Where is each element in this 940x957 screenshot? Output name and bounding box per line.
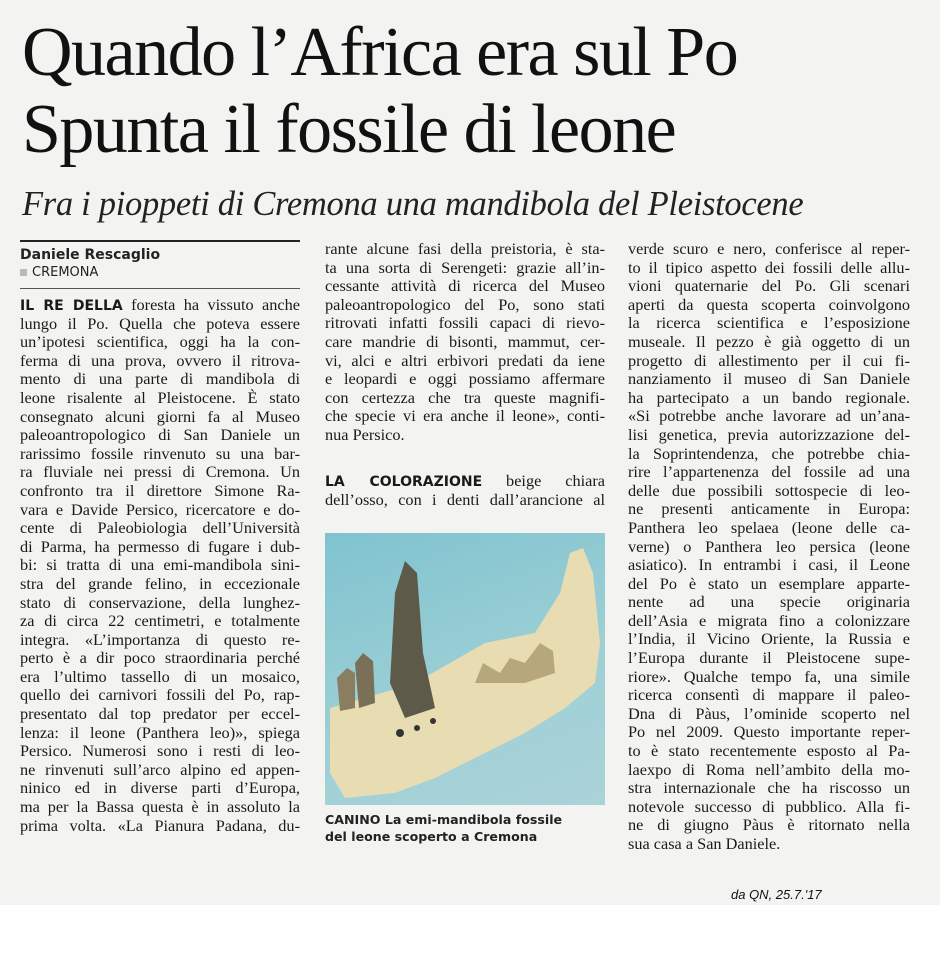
text-line: za di circa 22 centimetri, e totalmente xyxy=(20,612,300,631)
text-line: verne) o Panthera leo persica (leone xyxy=(628,537,910,556)
text: foresta ha vissuto anche xyxy=(122,296,300,314)
text-line: ferma di una prova, ovvero il ritrova- xyxy=(20,351,300,370)
text-line: presentato dal top predator per eccel- xyxy=(20,705,300,724)
text-line: stra del grande felino, in eccezionale xyxy=(20,574,300,593)
dateline xyxy=(20,265,98,280)
text-line: del Po è stato un esemplare apparte- xyxy=(628,574,910,593)
text-line: ma per la Bassa questa è in assoluto la xyxy=(20,798,300,817)
text-line: vi, alci e altri erbivori predati da iene xyxy=(325,351,605,370)
text-line: to è stato recentemente esposto al Pa- xyxy=(628,742,910,761)
text-line: l’India, il Vicino Oriente, la Russia e xyxy=(628,630,910,649)
text-line: paleoantropologico del Po, sono stati xyxy=(325,295,605,314)
location: CREMONA xyxy=(32,265,99,280)
lead-in: LA COLORAZIONE xyxy=(325,474,483,490)
text-line: nanziamento il museo di San Daniele xyxy=(628,370,910,389)
text-line: perto è a dir poco straordinaria perché xyxy=(20,649,300,668)
text-line: che specie vi era anche il leone», conti- xyxy=(325,407,605,426)
lion-mandible-image xyxy=(325,533,605,805)
text-line: ne rinvenuti sull’arco alpino ed appen- xyxy=(20,760,300,779)
text-line: lisi genetica, previa autorizzazione del- xyxy=(628,425,910,444)
subtitle: Fra i pioppeti di Cremona una mandibola del Pleistocene xyxy=(22,185,804,223)
text-line: ra fluviale nei pressi di Cremona. Un xyxy=(20,463,300,482)
text-line: ha partecipato a un bando regionale. xyxy=(628,388,910,407)
text-line: laexpo di Roma nell’ambito della mo- xyxy=(628,760,910,779)
text-line: integra. «L’importanza di questo re- xyxy=(20,630,300,649)
text-line: era l’ultimo tassello di un mosaico, xyxy=(20,667,300,686)
text-line: ricerca consentì di mappare il paleo- xyxy=(628,686,910,705)
text-line: lenza: il leone (Panthera leo)», spiega xyxy=(20,723,300,742)
text-line: nua Persico. xyxy=(325,425,405,444)
text-line: rire l’appartenenza del fossile ad una xyxy=(628,463,910,482)
photo-caption xyxy=(325,811,562,845)
text-line: riore». Qualche tempo fa, una simile xyxy=(628,667,910,686)
headline-line-1: Quando l’Africa era sul Po xyxy=(22,14,738,91)
text-line: un’ipotesi scientifica, oggi ha la con- xyxy=(20,333,300,352)
caption-text: del leone scoperto a Cremona xyxy=(325,829,538,844)
text-line: leone risalente al Pleistocene. È stato xyxy=(20,388,300,407)
column-2 xyxy=(325,240,605,445)
column-1 xyxy=(20,296,300,835)
text-line: progetto di allestimento per il cui fi- xyxy=(628,351,910,370)
bullet-icon xyxy=(20,269,27,276)
text-line: verde scuro e nero, conferisce al reper- xyxy=(628,240,910,258)
column-2-section xyxy=(325,472,605,509)
lead-line xyxy=(325,472,605,491)
caption-text: La emi-mandibola fossile xyxy=(380,812,563,827)
author: Daniele Rescaglio xyxy=(20,247,161,263)
lead-line xyxy=(20,296,300,315)
text-line: ne presenti anticamente in Europa: xyxy=(628,500,910,519)
text-line: prima volta. «La Pianura Padana, du- xyxy=(20,816,300,835)
text-line: la Soprintendenza, che potrebbe chia- xyxy=(628,444,910,463)
text-line: Panthera leo spelaea (leone delle ca- xyxy=(628,518,910,537)
text-line: dell’osso, con i denti dall’arancione al xyxy=(325,490,605,509)
text-line: care mandrie di bisonti, mammut, cer- xyxy=(325,332,605,351)
text-line: sua casa a San Daniele. xyxy=(628,835,781,853)
text-line: Dna di Pàus, l’ominide scoperto nel xyxy=(628,704,910,723)
text-line: stato di conservazione, della lunghez- xyxy=(20,593,300,612)
text-line: paleoantropologico di San Daniele un xyxy=(20,426,300,445)
text-line: bi: si tratta di una emi-mandibola sini- xyxy=(20,556,300,575)
text-line: con certezza che tra queste magnifi- xyxy=(325,388,605,407)
text-line: delle due possibili sottospecie di leo- xyxy=(628,481,910,500)
text-line: museale. Il pezzo è già oggetto di un xyxy=(628,332,910,351)
text-line: mento di una parte di mandibola di xyxy=(20,370,300,389)
text-line: rante alcune fasi della preistoria, è sta- xyxy=(325,240,605,258)
text-line: e leopardi e oggi possiamo affermare xyxy=(325,370,605,389)
text-line: dell’Asia e migrata fino a colonizzare xyxy=(628,611,910,630)
text-line: ritrovati infatti fossili capaci di rievo- xyxy=(325,314,605,333)
column-3 xyxy=(628,240,910,854)
fossil-jaw-photo xyxy=(325,533,605,805)
text-line: vioni quaternarie del Po. Gli scenari xyxy=(628,277,910,296)
caption-lead: CANINO xyxy=(325,812,381,827)
text-line: notevole successo di pubblico. Alla fi- xyxy=(628,797,910,816)
text-line: lungo il Po. Quella che poteva essere xyxy=(20,314,300,333)
text-line: cente di Paleobiologia dell’Università xyxy=(20,519,300,538)
text-line: vara e Davide Persico, ricercatore e do- xyxy=(20,500,300,519)
divider xyxy=(20,288,300,289)
text-line: «Si potrebbe anche lavorare ad un’ana- xyxy=(628,407,910,426)
headline-line-2: Spunta il fossile di leone xyxy=(22,91,676,168)
text-line: confronto tra il direttore Simone Ra- xyxy=(20,481,300,500)
text-line: stra internazionale che ha riscosso un xyxy=(628,779,910,798)
text-line: rarissimo fossile rinvenuto su una bar- xyxy=(20,444,300,463)
text-line: di Parma, ha permesso di fugare i dub- xyxy=(20,537,300,556)
text-line: l’Europa durante il Pleistocene supe- xyxy=(628,649,910,668)
source-note: da QN, 25.7.'17 xyxy=(731,887,822,902)
text-line: Po nel 2009. Questo importante reper- xyxy=(628,723,910,742)
text-line: ninico ed in diverse parti d’Europa, xyxy=(20,779,300,798)
text-line: nente ad una specie originaria xyxy=(628,593,910,612)
lead-in: IL RE DELLA xyxy=(20,298,123,314)
text-line: la ricerca scientifica e l’esposizione xyxy=(628,314,910,333)
text-line: cessante attività di ricerca del Museo xyxy=(325,277,605,296)
text-line: asiatico). In entrambi i casi, il Leone xyxy=(628,556,910,575)
text: beige chiara xyxy=(482,472,605,490)
text-line: aperti da questa scoperta coinvolgono xyxy=(628,295,910,314)
text-line: ta una sorta di Serengeti: grazie all’in- xyxy=(325,258,605,277)
text-line: ne di giugno Pàus è ritornato nella xyxy=(628,816,910,835)
divider xyxy=(20,240,300,242)
text-line: Persico. Numerosi sono i resti di leo- xyxy=(20,742,300,761)
text-line: to il tipico aspetto dei fossili delle allu- xyxy=(628,258,910,277)
text-line: quello dei carnivori fossili del Po, rap- xyxy=(20,686,300,705)
text-line: consegnato alcuni giorni fa al Museo xyxy=(20,407,300,426)
